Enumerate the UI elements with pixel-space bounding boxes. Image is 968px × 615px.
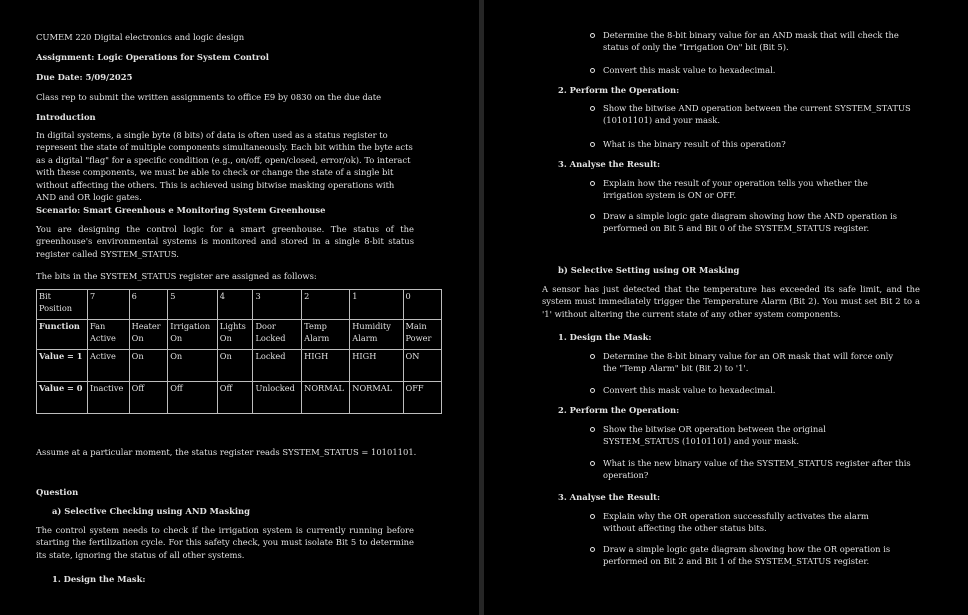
assignment-title: Assignment: Logic Operations for System Control [36,52,269,62]
intro-heading: Introduction [36,112,96,122]
list-item: Show the bitwise AND operation between the current SYSTEM_STATUS (10101101) and your mask. [603,103,911,126]
list-item: What is the new binary value of the SYSTEM_STATUS register after this operation? [603,458,911,481]
table-cell: Function [37,320,88,350]
table-cell: Value = 0 [37,382,88,414]
table-cell: Irrigation On [168,320,218,350]
table-cell: 6 [129,290,168,320]
table-cell: ON [403,350,442,382]
step-heading: 2. Perform the Operation: [558,405,680,415]
scenario-heading: Scenario: Smart Greenhous e Monitoring System Greenhouse [36,205,326,215]
table-cell: Heater On [129,320,168,350]
step-heading: 3. Analyse the Result: [558,492,661,502]
bullet-icon [590,547,595,552]
list-item: What is the binary result of this operation? [603,139,786,149]
document-page-right [484,0,968,615]
table-cell: On [168,350,218,382]
table-cell: Off [217,382,253,414]
table-cell: OFF [403,382,442,414]
part-a-paragraph: The control system needs to check if the irrigation system is currently running before starting the fertilization cycle. For this safety check, you must isolate Bit 5 to determine its state, ignoring the status of all other systems. [36,525,414,560]
intro-paragraph: In digital systems, a single byte (8 bits) of data is often used as a status register to represent the state of multiple components simultaneously. Each bit within the byte acts as a digital "flag" for a specific condition (e.g., on/off, open/closed, error/ok). To interact with these components, we must be able to check or change the state of a single bit without affecting the others. This is achieved using bitwise masking operations with AND and OR logic gates. [36,130,413,203]
table-cell: Lights On [217,320,253,350]
part-a-heading: a) Selective Checking using AND Masking [52,506,250,516]
list-item: Explain how the result of your operation tells you whether the irrigation system is ON or OFF. [603,178,868,201]
step-heading: 1. Design the Mask: [558,332,652,342]
table-row [37,290,442,320]
list-item: Convert this mask value to hexadecimal. [603,385,776,395]
part-b-heading: b) Selective Setting using OR Masking [558,265,740,275]
list-item: Draw a simple logic gate diagram showing how the OR operation is performed on Bit 2 and Bit 1 of the SYSTEM_STATUS register. [603,544,891,567]
list-item: Determine the 8-bit binary value for an OR mask that will force only the "Temp Alarm" bit (Bit 2) to '1'. [603,351,894,374]
bullet-icon [590,181,595,186]
bullet-icon [590,427,595,432]
bullet-icon [590,142,595,147]
table-cell: NORMAL [302,382,350,414]
list-item: Convert this mask value to hexadecimal. [603,65,776,75]
table-cell: 7 [88,290,130,320]
bullet-icon [590,68,595,73]
table-row [37,382,442,414]
bullet-icon [590,33,595,38]
table-cell: HIGH [302,350,350,382]
table-cell: Humidity Alarm [350,320,403,350]
bullet-icon [590,514,595,519]
list-item: Draw a simple logic gate diagram showing how the AND operation is performed on Bit 5 and Bit 0 of the SYSTEM_STATUS register. [603,211,898,234]
table-cell: Locked [253,350,302,382]
table-cell: NORMAL [350,382,403,414]
bullet-icon [590,214,595,219]
bullet-icon [590,388,595,393]
table-cell: On [129,350,168,382]
submission-note: Class rep to submit the written assignments to office E9 by 0830 on the due date [36,92,382,102]
table-cell: Off [168,382,218,414]
table-cell: 0 [403,290,442,320]
bullet-icon [590,461,595,466]
table-cell: 1 [350,290,403,320]
document-page-left [0,0,479,615]
table-cell: Bit Position [37,290,88,320]
table-cell: 2 [302,290,350,320]
course-title: CUMEM 220 Digital electronics and logic design [36,32,245,42]
table-cell: Main Power [403,320,442,350]
step-heading: 3. Analyse the Result: [558,159,661,169]
table-cell: On [217,350,253,382]
step-heading: 2. Perform the Operation: [558,85,680,95]
due-date: Due Date: 5/09/2025 [36,72,133,82]
table-cell: Off [129,382,168,414]
bullet-icon [590,106,595,111]
table-cell: HIGH [350,350,403,382]
table-cell: 4 [217,290,253,320]
table-cell: Unlocked [253,382,302,414]
list-item: Explain why the OR operation successfully activates the alarm without affecting the other status bits. [603,511,869,534]
part-b-paragraph: A sensor has just detected that the temperature has exceeded its safe limit, and the system must immediately trigger the Temperature Alarm (Bit 2). You must set Bit 2 to a '1' without altering the current state of any other system components. [542,284,920,319]
table-cell: Inactive [88,382,130,414]
assume-statement: Assume at a particular moment, the status register reads SYSTEM_STATUS = 10101101. [36,447,417,457]
table-cell: Temp Alarm [302,320,350,350]
table-cell: Door Locked [253,320,302,350]
list-item: Determine the 8-bit binary value for an AND mask that will check the status of only the "Irrigation On" bit (Bit 5). [603,30,899,53]
table-cell: Active [88,350,130,382]
table-cell: Value = 1 [37,350,88,382]
list-item: Show the bitwise OR operation between the original SYSTEM_STATUS (10101101) and your mask. [603,424,826,447]
table-row [37,350,442,382]
design-mask-heading: 1. Design the Mask: [52,574,146,584]
bits-intro: The bits in the SYSTEM_STATUS register are assigned as follows: [36,271,317,281]
bullet-icon [590,354,595,359]
table-row [37,320,442,350]
status-register-table [36,289,442,414]
table-cell: 5 [168,290,218,320]
question-heading: Question [36,487,79,497]
table-cell: Fan Active [88,320,130,350]
table-cell: 3 [253,290,302,320]
scenario-paragraph: You are designing the control logic for a smart greenhouse. The status of the greenhouse's environmental systems is monitored and stored in a single 8-bit status register called SYSTEM_STATUS. [36,224,414,259]
